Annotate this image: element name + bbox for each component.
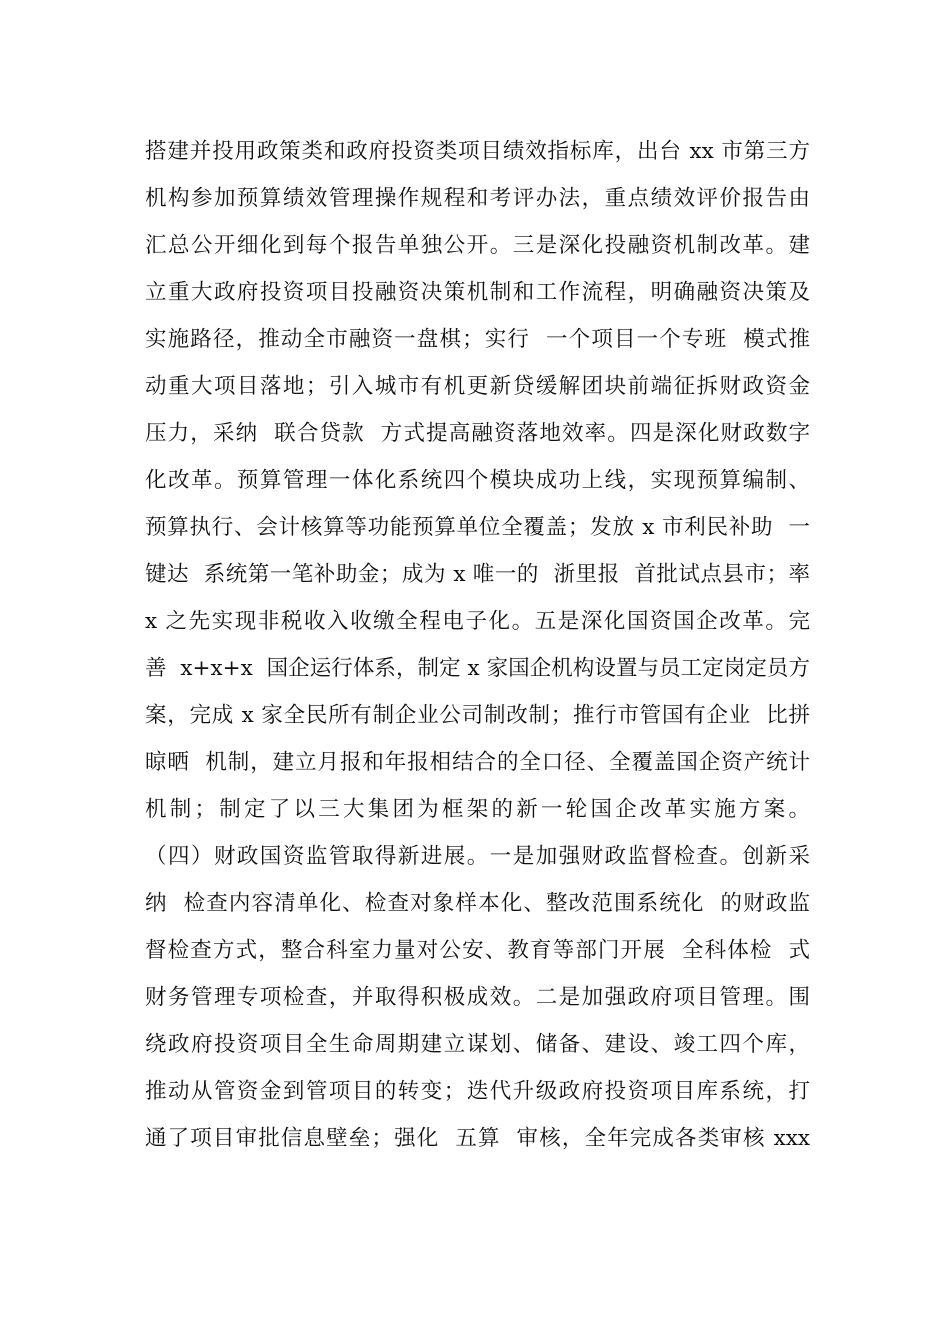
text-line: 案，完成 x 家全民所有制企业公司制改制；推行市管国有企业 比拼 xyxy=(145,703,810,728)
text-line: x 之先实现非税收入收缴全程电子化。五是深化国资国企改革。完 xyxy=(145,609,810,634)
text-line: 推动从管资金到管项目的转变；迭代升级政府投资项目库系统，打 xyxy=(145,1079,810,1104)
text-line: 纳 检查内容清单化、检查对象样本化、整改范围系统化 的财政监 xyxy=(145,891,810,916)
text-line: 财务管理专项检查，并取得积极成效。二是加强政府项目管理。围 xyxy=(145,985,810,1010)
body-text xyxy=(145,128,810,1162)
text-line: 搭建并投用政策类和政府投资类项目绩效指标库，出台 xx 市第三方 xyxy=(145,139,810,164)
text-line: 通了项目审批信息壁垒；强化 五算 审核，全年完成各类审核 xxx xyxy=(145,1126,810,1151)
text-line: 键达 系统第一笔补助金；成为 x 唯一的 浙里报 首批试点县市；率 xyxy=(145,562,810,587)
text-line: 预算执行、会计核算等功能预算单位全覆盖；发放 x 市利民补助 一 xyxy=(145,515,810,540)
text-line: 汇总公开细化到每个报告单独公开。三是深化投融资机制改革。建 xyxy=(145,233,810,258)
text-line: 晾晒 机制，建立月报和年报相结合的全口径、全覆盖国企资产统计 xyxy=(145,750,810,775)
text-line: 善 x+x+x 国企运行体系，制定 x 家国企机构设置与员工定岗定员方 xyxy=(145,656,810,681)
text-line: 绕政府投资项目全生命周期建立谋划、储备、建设、竣工四个库， xyxy=(145,1032,810,1057)
text-line: 动重大项目落地；引入城市有机更新贷缓解团块前端征拆财政资金 xyxy=(145,374,810,399)
text-line: 化改革。预算管理一体化系统四个模块成功上线，实现预算编制、 xyxy=(145,468,810,493)
text-line: 机构参加预算绩效管理操作规程和考评办法，重点绩效评价报告由 xyxy=(145,186,810,211)
text-line: 压力，采纳 联合贷款 方式提高融资落地效率。四是深化财政数字 xyxy=(145,421,810,446)
text-line: 立重大政府投资项目投融资决策机制和工作流程，明确融资决策及 xyxy=(145,280,810,305)
text-line: 实施路径，推动全市融资一盘棋；实行 一个项目一个专班 模式推 xyxy=(145,327,810,352)
text-line: 督检查方式，整合科室力量对公安、教育等部门开展 全科体检 式 xyxy=(145,938,810,963)
text-line: 机制；制定了以三大集团为框架的新一轮国企改革实施方案。 xyxy=(145,797,810,822)
section-heading-line: （四）财政国资监管取得新进展。一是加强财政监督检查。创新采 xyxy=(145,844,810,869)
